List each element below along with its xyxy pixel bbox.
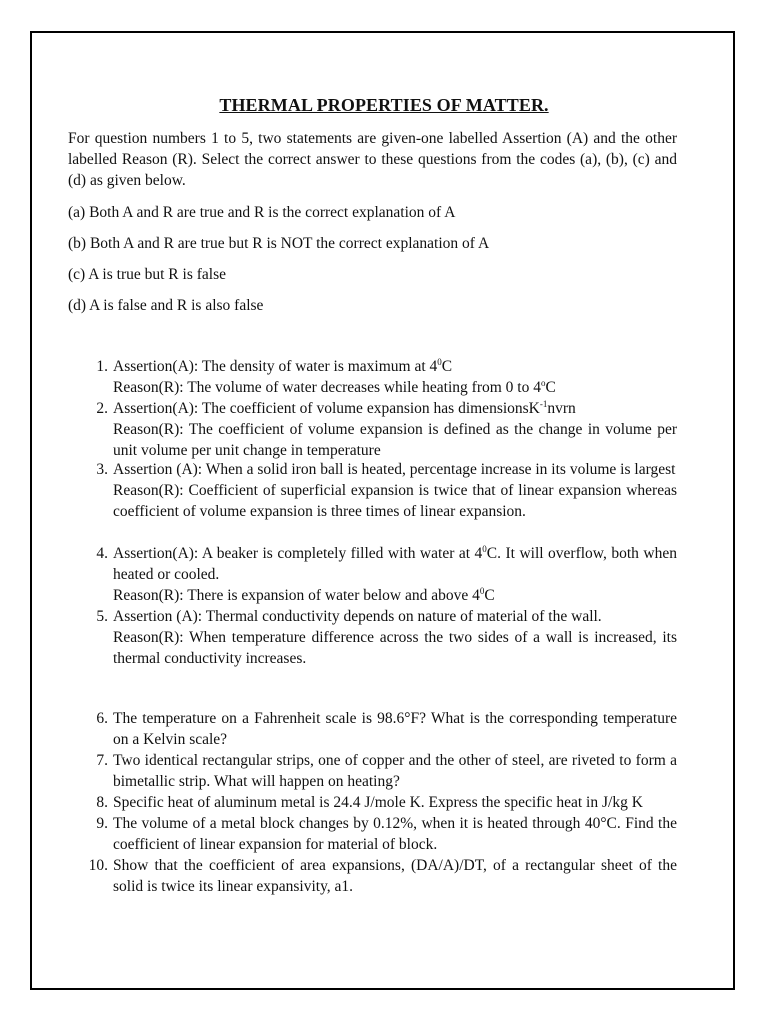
question-5 — [82, 606, 677, 669]
question-number: 9. — [96, 815, 108, 832]
question-text: Show that the coefficient of area expansions, (DA/A)/DT, of a rectangular sheet of the solid is twice its linear expansivity, a1. — [113, 857, 677, 895]
question-number: 7. — [96, 752, 108, 769]
question-8 — [82, 792, 677, 813]
question-9 — [82, 813, 677, 855]
assertion: Assertion(A): The density of water is maximum at $4^0C$ — [113, 357, 453, 375]
question-4 — [82, 543, 677, 606]
question-10 — [82, 855, 677, 897]
question-number: 1. — [96, 358, 108, 375]
answer-code-c: (c) A is true but R is false — [68, 266, 226, 283]
question-number: 4. — [96, 545, 108, 562]
answer-code-b: (b) Both A and R are true but R is NOT the correct explanation of A — [68, 235, 490, 252]
assertion: Assertion(A): A beaker is completely filled with water at $4^0C$. It will overflow, both when heated or cooled. — [113, 544, 677, 583]
assertion: Assertion (A): When a solid iron ball is heated, percentage increase in its volume is largest — [113, 461, 676, 478]
question-text: Specific heat of aluminum metal is 24.4 J/mole K. Express the specific heat in J/kg K — [113, 794, 643, 811]
reason: Reason(R): The volume of water decreases while heating from 0 to 4$^o$C — [113, 378, 556, 396]
question-number: 10. — [88, 857, 108, 874]
question-number: 3. — [96, 461, 108, 478]
answer-code-d: (d) A is false and R is also false — [68, 297, 264, 314]
assertion: Assertion (A): Thermal conductivity depends on nature of material of the wall. — [113, 608, 602, 625]
question-number: 8. — [96, 794, 108, 811]
question-2 — [82, 398, 677, 461]
reason: Reason(R): The coefficient of volume expansion is defined as the change in volume per unit volume per unit change in temperature — [113, 421, 677, 459]
page-title: THERMAL PROPERTIES OF MATTER. — [219, 95, 549, 115]
question-3 — [82, 459, 677, 522]
answer-code-a: (a) Both A and R are true and R is the correct explanation of A — [68, 204, 456, 221]
question-text: Two identical rectangular strips, one of copper and the other of steel, are riveted to form a bimetallic strip. What will happen on heating? — [113, 752, 677, 790]
question-6 — [82, 708, 677, 750]
reason: Reason(R): Coefficient of superficial expansion is twice that of linear expansion whereas coefficient of volume expansion is three times of linear expansion. — [113, 482, 677, 520]
instructions-paragraph: For question numbers 1 to 5, two statements are given-one labelled Assertion (A) and the other labelled Reason (R). Select the correct answer to these questions from the codes (a), (b), (c) and (d) as given below. — [68, 130, 677, 189]
reason: Reason(R): There is expansion of water below and above $4^0C$ — [113, 586, 495, 604]
question-number: 2. — [96, 400, 108, 417]
assertion: Assertion(A): The coefficient of volume expansion has dimensionsK$^{-1}$nvrn — [113, 399, 576, 417]
question-7 — [82, 750, 677, 792]
question-text: The volume of a metal block changes by 0.12%, when it is heated through 40°C. Find the coefficient of linear expansion for material of block. — [113, 815, 677, 853]
question-text: The temperature on a Fahrenheit scale is 98.6°F? What is the corresponding temperature on a Kelvin scale? — [113, 710, 677, 748]
question-number: 5. — [96, 608, 108, 625]
reason: Reason(R): When temperature difference across the two sides of a wall is increased, its thermal conductivity increases. — [113, 629, 677, 667]
question-1 — [82, 356, 677, 398]
question-number: 6. — [96, 710, 108, 727]
